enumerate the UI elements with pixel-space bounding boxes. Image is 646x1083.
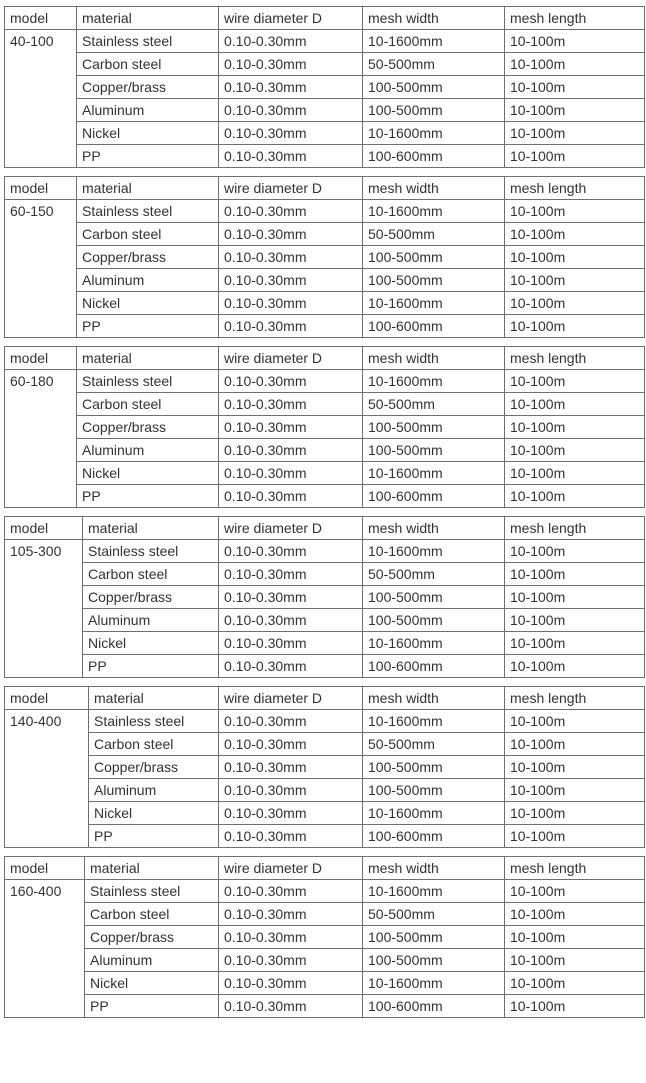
mesh-width-cell: 100-500mm	[363, 779, 505, 802]
header-mesh-length: mesh length	[505, 7, 645, 30]
header-material: material	[89, 687, 219, 710]
mesh-width-cell: 100-600mm	[363, 485, 505, 508]
spec-table	[4, 6, 645, 168]
table-row	[5, 733, 645, 756]
material-cell: Aluminum	[83, 609, 219, 632]
table-row	[5, 416, 645, 439]
header-material: material	[77, 7, 219, 30]
mesh-width-cell: 10-1600mm	[363, 30, 505, 53]
header-material: material	[85, 857, 219, 880]
table-row	[5, 122, 645, 145]
material-cell: Carbon steel	[77, 53, 219, 76]
mesh-length-cell: 10-100m	[505, 825, 645, 848]
table-row	[5, 609, 645, 632]
mesh-length-cell: 10-100m	[505, 246, 645, 269]
material-cell: Aluminum	[77, 439, 219, 462]
mesh-width-cell: 10-1600mm	[363, 632, 505, 655]
mesh-length-cell: 10-100m	[505, 370, 645, 393]
wire-diameter-cell: 0.10-0.30mm	[219, 995, 363, 1018]
mesh-width-cell: 100-500mm	[363, 756, 505, 779]
table-header-row	[5, 347, 645, 370]
wire-diameter-cell: 0.10-0.30mm	[219, 903, 363, 926]
mesh-length-cell: 10-100m	[505, 122, 645, 145]
mesh-length-cell: 10-100m	[505, 926, 645, 949]
mesh-length-cell: 10-100m	[505, 779, 645, 802]
material-cell: PP	[77, 315, 219, 338]
table-row	[5, 53, 645, 76]
mesh-length-cell: 10-100m	[505, 292, 645, 315]
mesh-width-cell: 100-600mm	[363, 315, 505, 338]
table-row	[5, 393, 645, 416]
mesh-width-cell: 100-500mm	[363, 609, 505, 632]
mesh-width-cell: 100-600mm	[363, 825, 505, 848]
table-row	[5, 145, 645, 168]
wire-diameter-cell: 0.10-0.30mm	[219, 246, 363, 269]
mesh-length-cell: 10-100m	[505, 733, 645, 756]
table-row	[5, 439, 645, 462]
material-cell: Nickel	[77, 462, 219, 485]
header-mesh-width: mesh width	[363, 687, 505, 710]
mesh-width-cell: 10-1600mm	[363, 292, 505, 315]
table-row	[5, 99, 645, 122]
table-row	[5, 632, 645, 655]
header-mesh-width: mesh width	[363, 347, 505, 370]
mesh-length-cell: 10-100m	[505, 586, 645, 609]
wire-diameter-cell: 0.10-0.30mm	[219, 756, 363, 779]
model-cell: 160-400	[5, 880, 85, 1018]
material-cell: Stainless steel	[89, 710, 219, 733]
spec-tables	[4, 6, 644, 1026]
wire-diameter-cell: 0.10-0.30mm	[219, 145, 363, 168]
mesh-width-cell: 50-500mm	[363, 53, 505, 76]
material-cell: Stainless steel	[85, 880, 219, 903]
wire-diameter-cell: 0.10-0.30mm	[219, 733, 363, 756]
header-wire-diameter: wire diameter D	[219, 177, 363, 200]
wire-diameter-cell: 0.10-0.30mm	[219, 972, 363, 995]
mesh-width-cell: 100-500mm	[363, 246, 505, 269]
mesh-length-cell: 10-100m	[505, 53, 645, 76]
table-row	[5, 246, 645, 269]
table-header-row	[5, 7, 645, 30]
wire-diameter-cell: 0.10-0.30mm	[219, 802, 363, 825]
material-cell: Nickel	[77, 292, 219, 315]
material-cell: Copper/brass	[77, 246, 219, 269]
header-model: model	[5, 347, 77, 370]
header-model: model	[5, 687, 89, 710]
material-cell: Aluminum	[77, 99, 219, 122]
spec-table	[4, 686, 645, 848]
header-model: model	[5, 177, 77, 200]
mesh-length-cell: 10-100m	[505, 416, 645, 439]
header-model: model	[5, 517, 83, 540]
mesh-width-cell: 100-500mm	[363, 99, 505, 122]
model-cell: 140-400	[5, 710, 89, 848]
header-wire-diameter: wire diameter D	[219, 517, 363, 540]
table-row	[5, 269, 645, 292]
wire-diameter-cell: 0.10-0.30mm	[219, 30, 363, 53]
spec-table	[4, 516, 645, 678]
mesh-width-cell: 10-1600mm	[363, 370, 505, 393]
table-header-row	[5, 177, 645, 200]
material-cell: Carbon steel	[85, 903, 219, 926]
material-cell: Aluminum	[85, 949, 219, 972]
wire-diameter-cell: 0.10-0.30mm	[219, 710, 363, 733]
wire-diameter-cell: 0.10-0.30mm	[219, 223, 363, 246]
mesh-width-cell: 100-600mm	[363, 655, 505, 678]
wire-diameter-cell: 0.10-0.30mm	[219, 439, 363, 462]
header-wire-diameter: wire diameter D	[219, 7, 363, 30]
mesh-width-cell: 50-500mm	[363, 393, 505, 416]
mesh-length-cell: 10-100m	[505, 393, 645, 416]
mesh-width-cell: 10-1600mm	[363, 462, 505, 485]
wire-diameter-cell: 0.10-0.30mm	[219, 416, 363, 439]
wire-diameter-cell: 0.10-0.30mm	[219, 880, 363, 903]
spec-table	[4, 856, 645, 1018]
header-wire-diameter: wire diameter D	[219, 857, 363, 880]
mesh-length-cell: 10-100m	[505, 880, 645, 903]
table-header-row	[5, 857, 645, 880]
material-cell: Nickel	[89, 802, 219, 825]
wire-diameter-cell: 0.10-0.30mm	[219, 53, 363, 76]
mesh-length-cell: 10-100m	[505, 563, 645, 586]
material-cell: Copper/brass	[77, 416, 219, 439]
table-row	[5, 586, 645, 609]
mesh-width-cell: 100-500mm	[363, 416, 505, 439]
mesh-length-cell: 10-100m	[505, 315, 645, 338]
mesh-length-cell: 10-100m	[505, 30, 645, 53]
model-cell: 60-180	[5, 370, 77, 508]
material-cell: PP	[89, 825, 219, 848]
wire-diameter-cell: 0.10-0.30mm	[219, 370, 363, 393]
material-cell: PP	[77, 145, 219, 168]
mesh-width-cell: 100-600mm	[363, 145, 505, 168]
material-cell: Copper/brass	[85, 926, 219, 949]
header-wire-diameter: wire diameter D	[219, 687, 363, 710]
header-mesh-width: mesh width	[363, 517, 505, 540]
mesh-length-cell: 10-100m	[505, 200, 645, 223]
wire-diameter-cell: 0.10-0.30mm	[219, 315, 363, 338]
mesh-width-cell: 10-1600mm	[363, 880, 505, 903]
mesh-length-cell: 10-100m	[505, 540, 645, 563]
material-cell: Aluminum	[77, 269, 219, 292]
material-cell: Stainless steel	[77, 30, 219, 53]
table-row	[5, 540, 645, 563]
header-material: material	[77, 347, 219, 370]
table-row	[5, 200, 645, 223]
wire-diameter-cell: 0.10-0.30mm	[219, 632, 363, 655]
table-row	[5, 903, 645, 926]
table-row	[5, 30, 645, 53]
mesh-length-cell: 10-100m	[505, 655, 645, 678]
table-row	[5, 292, 645, 315]
table-row	[5, 485, 645, 508]
mesh-length-cell: 10-100m	[505, 462, 645, 485]
mesh-length-cell: 10-100m	[505, 609, 645, 632]
wire-diameter-cell: 0.10-0.30mm	[219, 99, 363, 122]
table-row	[5, 462, 645, 485]
mesh-length-cell: 10-100m	[505, 802, 645, 825]
table-row	[5, 756, 645, 779]
mesh-width-cell: 100-500mm	[363, 269, 505, 292]
material-cell: Stainless steel	[77, 200, 219, 223]
mesh-length-cell: 10-100m	[505, 485, 645, 508]
header-mesh-width: mesh width	[363, 7, 505, 30]
wire-diameter-cell: 0.10-0.30mm	[219, 926, 363, 949]
material-cell: Carbon steel	[77, 393, 219, 416]
table-row	[5, 76, 645, 99]
wire-diameter-cell: 0.10-0.30mm	[219, 122, 363, 145]
mesh-width-cell: 50-500mm	[363, 903, 505, 926]
spec-table	[4, 346, 645, 508]
spec-table	[4, 176, 645, 338]
header-mesh-length: mesh length	[505, 687, 645, 710]
mesh-width-cell: 100-600mm	[363, 995, 505, 1018]
mesh-length-cell: 10-100m	[505, 439, 645, 462]
mesh-width-cell: 50-500mm	[363, 223, 505, 246]
material-cell: Carbon steel	[89, 733, 219, 756]
material-cell: PP	[83, 655, 219, 678]
wire-diameter-cell: 0.10-0.30mm	[219, 269, 363, 292]
header-material: material	[83, 517, 219, 540]
material-cell: Copper/brass	[83, 586, 219, 609]
material-cell: Stainless steel	[77, 370, 219, 393]
mesh-length-cell: 10-100m	[505, 949, 645, 972]
mesh-width-cell: 10-1600mm	[363, 540, 505, 563]
table-row	[5, 880, 645, 903]
table-row	[5, 825, 645, 848]
mesh-length-cell: 10-100m	[505, 223, 645, 246]
table-row	[5, 802, 645, 825]
header-model: model	[5, 857, 85, 880]
header-mesh-length: mesh length	[505, 517, 645, 540]
mesh-length-cell: 10-100m	[505, 76, 645, 99]
header-mesh-width: mesh width	[363, 177, 505, 200]
wire-diameter-cell: 0.10-0.30mm	[219, 393, 363, 416]
table-row	[5, 563, 645, 586]
mesh-length-cell: 10-100m	[505, 632, 645, 655]
wire-diameter-cell: 0.10-0.30mm	[219, 540, 363, 563]
model-cell: 60-150	[5, 200, 77, 338]
material-cell: Nickel	[85, 972, 219, 995]
model-cell: 105-300	[5, 540, 83, 678]
table-row	[5, 315, 645, 338]
table-row	[5, 949, 645, 972]
mesh-length-cell: 10-100m	[505, 903, 645, 926]
model-cell: 40-100	[5, 30, 77, 168]
material-cell: Stainless steel	[83, 540, 219, 563]
mesh-width-cell: 10-1600mm	[363, 200, 505, 223]
mesh-length-cell: 10-100m	[505, 972, 645, 995]
header-mesh-width: mesh width	[363, 857, 505, 880]
header-mesh-length: mesh length	[505, 177, 645, 200]
mesh-width-cell: 100-500mm	[363, 926, 505, 949]
wire-diameter-cell: 0.10-0.30mm	[219, 462, 363, 485]
material-cell: Carbon steel	[77, 223, 219, 246]
wire-diameter-cell: 0.10-0.30mm	[219, 609, 363, 632]
wire-diameter-cell: 0.10-0.30mm	[219, 779, 363, 802]
material-cell: PP	[77, 485, 219, 508]
mesh-width-cell: 100-500mm	[363, 76, 505, 99]
table-row	[5, 995, 645, 1018]
mesh-width-cell: 10-1600mm	[363, 122, 505, 145]
table-row	[5, 779, 645, 802]
mesh-length-cell: 10-100m	[505, 756, 645, 779]
mesh-width-cell: 10-1600mm	[363, 802, 505, 825]
wire-diameter-cell: 0.10-0.30mm	[219, 200, 363, 223]
mesh-length-cell: 10-100m	[505, 269, 645, 292]
table-header-row	[5, 687, 645, 710]
wire-diameter-cell: 0.10-0.30mm	[219, 563, 363, 586]
wire-diameter-cell: 0.10-0.30mm	[219, 485, 363, 508]
material-cell: Nickel	[83, 632, 219, 655]
material-cell: Copper/brass	[77, 76, 219, 99]
wire-diameter-cell: 0.10-0.30mm	[219, 655, 363, 678]
wire-diameter-cell: 0.10-0.30mm	[219, 949, 363, 972]
table-row	[5, 223, 645, 246]
mesh-width-cell: 50-500mm	[363, 563, 505, 586]
material-cell: Aluminum	[89, 779, 219, 802]
mesh-width-cell: 100-500mm	[363, 586, 505, 609]
mesh-length-cell: 10-100m	[505, 710, 645, 733]
wire-diameter-cell: 0.10-0.30mm	[219, 292, 363, 315]
header-model: model	[5, 7, 77, 30]
mesh-width-cell: 100-500mm	[363, 949, 505, 972]
table-header-row	[5, 517, 645, 540]
mesh-width-cell: 100-500mm	[363, 439, 505, 462]
header-mesh-length: mesh length	[505, 857, 645, 880]
table-row	[5, 972, 645, 995]
material-cell: PP	[85, 995, 219, 1018]
table-row	[5, 710, 645, 733]
wire-diameter-cell: 0.10-0.30mm	[219, 586, 363, 609]
header-material: material	[77, 177, 219, 200]
mesh-width-cell: 10-1600mm	[363, 972, 505, 995]
material-cell: Nickel	[77, 122, 219, 145]
wire-diameter-cell: 0.10-0.30mm	[219, 76, 363, 99]
mesh-length-cell: 10-100m	[505, 145, 645, 168]
table-row	[5, 370, 645, 393]
table-row	[5, 655, 645, 678]
header-wire-diameter: wire diameter D	[219, 347, 363, 370]
mesh-width-cell: 50-500mm	[363, 733, 505, 756]
header-mesh-length: mesh length	[505, 347, 645, 370]
mesh-length-cell: 10-100m	[505, 995, 645, 1018]
table-row	[5, 926, 645, 949]
wire-diameter-cell: 0.10-0.30mm	[219, 825, 363, 848]
material-cell: Carbon steel	[83, 563, 219, 586]
mesh-width-cell: 10-1600mm	[363, 710, 505, 733]
material-cell: Copper/brass	[89, 756, 219, 779]
mesh-length-cell: 10-100m	[505, 99, 645, 122]
